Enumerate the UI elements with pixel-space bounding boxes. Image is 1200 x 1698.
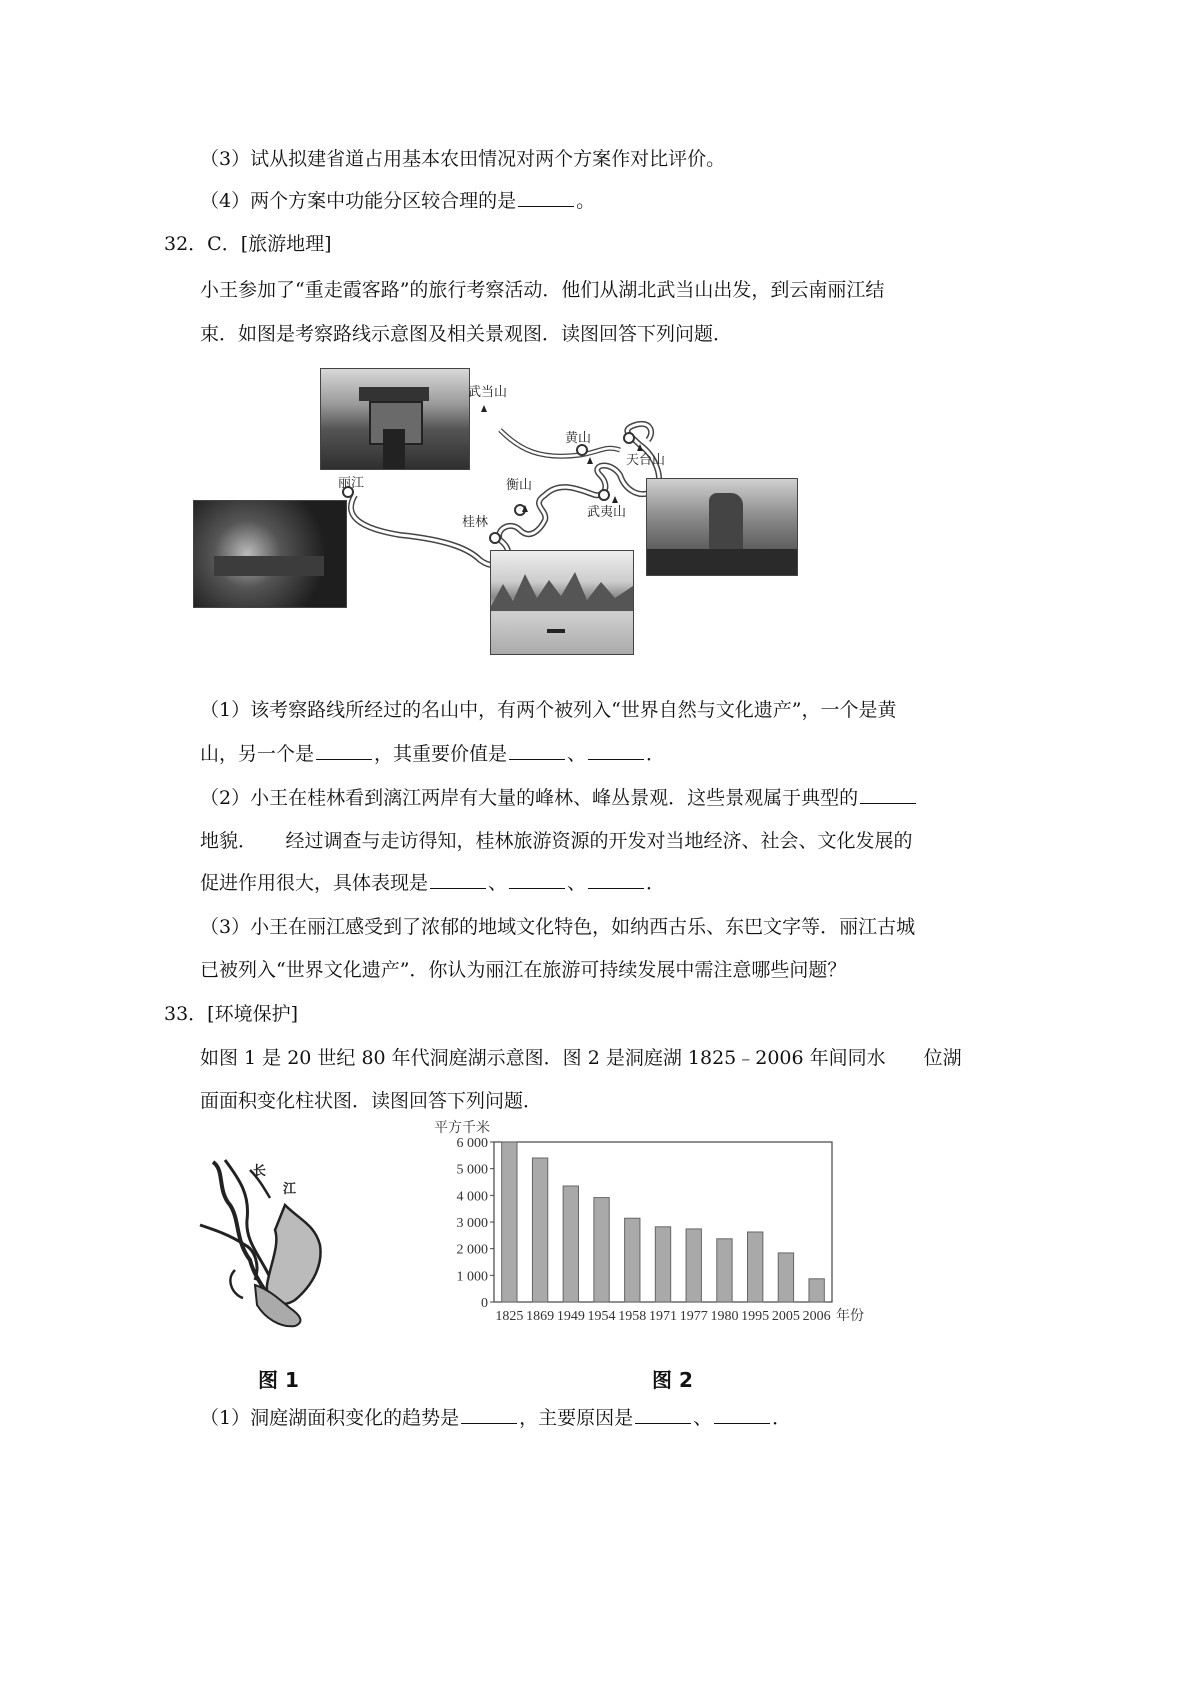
x-tick-label: 2005 bbox=[771, 1309, 800, 1324]
figure2-caption: 图 2 bbox=[652, 1368, 693, 1392]
bar bbox=[778, 1253, 793, 1302]
q32-sub2-text: （2）小王在桂林看到漓江两岸有大量的峰林、峰丛景观．这些景观属于典型的 bbox=[200, 787, 859, 809]
map-label-tiantai: 天台山 bbox=[626, 453, 666, 468]
answer-blank[interactable] bbox=[518, 188, 574, 207]
q32-heading: 32．C．[旅游地理] bbox=[164, 233, 332, 255]
answer-blank[interactable] bbox=[588, 741, 644, 760]
q32-sub2-text-b: 、 bbox=[488, 872, 508, 894]
bar bbox=[655, 1227, 670, 1302]
bar bbox=[686, 1229, 701, 1302]
x-tick-label: 2006 bbox=[802, 1309, 831, 1324]
q31-sub3: （3）试从拟建省道占用基本农田情况对两个方案作对比评价。 bbox=[200, 148, 726, 170]
x-axis-label: 年份 bbox=[836, 1309, 864, 1324]
bar bbox=[502, 1142, 517, 1302]
answer-blank[interactable] bbox=[635, 1405, 691, 1424]
dongting-map bbox=[195, 1150, 345, 1330]
bar bbox=[717, 1239, 732, 1302]
y-tick-label: 0 bbox=[481, 1296, 488, 1311]
x-tick-label: 1825 bbox=[495, 1309, 524, 1324]
bar bbox=[532, 1158, 547, 1302]
answer-blank[interactable] bbox=[430, 870, 486, 889]
answer-blank[interactable] bbox=[588, 870, 644, 889]
q33-sub1-text-b: ，主要原因是 bbox=[519, 1407, 634, 1429]
y-tick-label: 6 000 bbox=[456, 1136, 488, 1151]
x-tick-label: 1869 bbox=[526, 1309, 555, 1324]
x-tick-label: 1958 bbox=[618, 1309, 647, 1324]
q32-sub2-text-a: 促进作用很大，具体表现是 bbox=[200, 872, 429, 894]
q32-sub1-text-d: ． bbox=[646, 743, 666, 765]
wudang-photo bbox=[320, 368, 470, 470]
q33-sub1 bbox=[200, 1404, 791, 1432]
q33-intro-line1: 如图 1 是 20 世纪 80 年代洞庭湖示意图．图 2 是洞庭湖 1825﹣2006 年间同水 位湖 bbox=[200, 1047, 962, 1069]
wuyi-photo bbox=[646, 478, 798, 576]
q33-heading: 33．[环境保护] bbox=[164, 1003, 299, 1025]
y-tick-label: 2 000 bbox=[456, 1242, 488, 1258]
q32-sub1-text-b: ，其重要价值是 bbox=[374, 743, 508, 765]
map-label-huang: 黄山 bbox=[565, 431, 592, 446]
q32-sub1-line2 bbox=[200, 740, 665, 768]
answer-blank[interactable] bbox=[860, 785, 916, 804]
answer-blank[interactable] bbox=[714, 1405, 770, 1424]
bar bbox=[748, 1232, 763, 1302]
bar bbox=[563, 1186, 578, 1302]
map-label-chang: 长 bbox=[253, 1164, 267, 1179]
guilin-photo bbox=[490, 550, 634, 655]
map-label-lijiang: 丽江 bbox=[338, 476, 365, 491]
q32-sub2-line3 bbox=[200, 869, 665, 897]
q33-sub1-text-a: （1）洞庭湖面积变化的趋势是 bbox=[200, 1407, 460, 1429]
dongting-map-drawing bbox=[195, 1150, 345, 1330]
answer-blank[interactable] bbox=[509, 870, 565, 889]
y-tick-label: 4 000 bbox=[456, 1189, 488, 1205]
q32-sub2-text-d: ． bbox=[646, 872, 666, 894]
lijiang-photo bbox=[193, 500, 347, 608]
q32-sub3-line2: 已被列入“世界文化遗产”．你认为丽江在旅游可持续发展中需注意哪些问题？ bbox=[200, 959, 847, 981]
bar bbox=[809, 1279, 824, 1302]
bar bbox=[625, 1218, 640, 1302]
x-tick-label: 1977 bbox=[679, 1309, 708, 1324]
q32-sub1-text-c: 、 bbox=[567, 743, 587, 765]
answer-blank[interactable] bbox=[509, 741, 565, 760]
q32-sub1-line1: （1）该考察路线所经过的名山中，有两个被列入“世界自然与文化遗产”，一个是黄 bbox=[200, 699, 897, 721]
q32-sub2-line1 bbox=[200, 784, 918, 812]
q32-sub3-line1: （3）小王在丽江感受到了浓郁的地域文化特色，如纳西古乐、东巴文字等．丽江古城 bbox=[200, 916, 916, 938]
answer-blank[interactable] bbox=[461, 1405, 517, 1424]
y-tick-label: 5 000 bbox=[456, 1162, 488, 1178]
y-tick-label: 1 000 bbox=[456, 1269, 488, 1285]
x-tick-label: 1949 bbox=[556, 1309, 585, 1324]
q33-sub1-text-c: 、 bbox=[693, 1407, 713, 1429]
x-tick-label: 1980 bbox=[710, 1309, 739, 1324]
x-tick-label: 1995 bbox=[741, 1309, 770, 1324]
x-tick-label: 1954 bbox=[587, 1309, 616, 1324]
map-label-wuyi: 武夷山 bbox=[587, 505, 627, 520]
y-tick-label: 3 000 bbox=[456, 1216, 488, 1231]
q32-sub2-line2: 地貌． 经过调查与走访得知，桂林旅游资源的开发对当地经济、社会、文化发展的 bbox=[200, 830, 913, 852]
route-map-figure bbox=[200, 360, 820, 670]
q32-sub1-text-a: 山，另一个是 bbox=[200, 743, 315, 765]
map-label-heng: 衡山 bbox=[506, 478, 533, 493]
answer-blank[interactable] bbox=[316, 741, 372, 760]
q31-sub4-prefix: （4）两个方案中功能分区较合理的是 bbox=[200, 190, 517, 212]
map-label-guilin: 桂林 bbox=[462, 515, 489, 530]
lake-area-bar-chart bbox=[432, 1118, 872, 1338]
figure1-caption: 图 1 bbox=[258, 1368, 299, 1392]
y-axis-unit-label: 平方千米 bbox=[434, 1121, 490, 1136]
q32-intro-line2: 束．如图是考察路线示意图及相关景观图．读图回答下列问题． bbox=[200, 323, 733, 345]
q31-sub4 bbox=[200, 187, 595, 215]
map-label-wudang: 武当山 bbox=[468, 385, 508, 400]
bar bbox=[594, 1198, 609, 1302]
q32-sub2-text-c: 、 bbox=[567, 872, 587, 894]
q33-intro-line2: 面面积变化柱状图．读图回答下列问题． bbox=[200, 1090, 543, 1112]
q32-intro-line1: 小王参加了“重走霞客路”的旅行考察活动．他们从湖北武当山出发，到云南丽江结 bbox=[200, 279, 885, 301]
map-label-jiang: 江 bbox=[283, 1182, 297, 1197]
q31-sub4-suffix: 。 bbox=[576, 190, 596, 212]
q33-sub1-text-d: ． bbox=[772, 1407, 792, 1429]
x-tick-label: 1971 bbox=[649, 1309, 677, 1324]
